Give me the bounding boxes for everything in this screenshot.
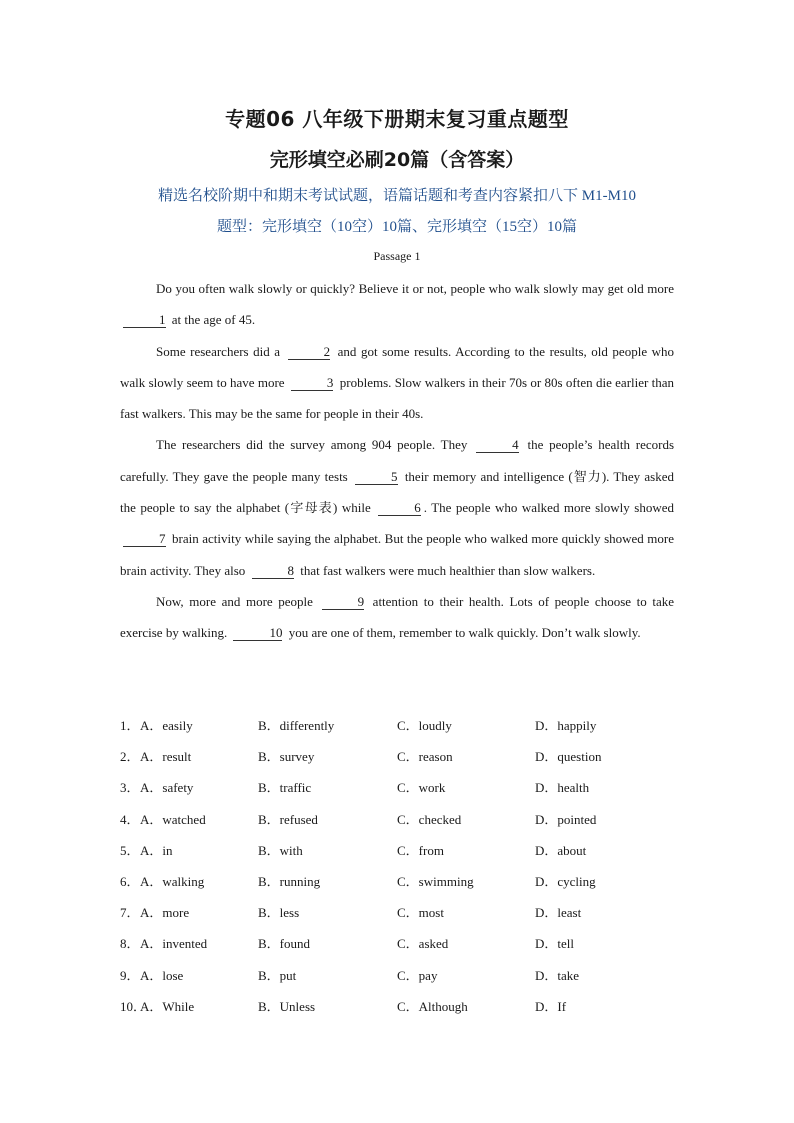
document-description: 精选名校阶期中和期末考试试题，语篇话题和考查内容紧扣八下 M1-M10 <box>158 188 636 204</box>
option-b: B．found <box>258 936 311 952</box>
paragraph-text: Do you often walk slowly or quickly? Believe it or not, people who walk slowly may get old more <box>156 281 674 296</box>
blank-6: 6 <box>378 500 421 516</box>
option-a: A．easily <box>140 718 193 733</box>
question-number: 4． <box>120 811 140 827</box>
option-d: D．health <box>535 780 590 796</box>
document-subtitle: 完形填空必刷20篇（含答案） <box>269 149 525 171</box>
question-number: 2． <box>120 749 140 765</box>
question-row <box>120 772 680 803</box>
option-b: B．less <box>258 905 300 921</box>
option-c: C．Although <box>397 998 468 1014</box>
passage-title: Passage 1 <box>373 249 421 263</box>
option-c: C．from <box>397 842 444 858</box>
paragraph-text: problems. Slow walkers in their 70s or 80s often die earlier than fast walkers. This may be the same for people in their 40s. <box>120 374 675 422</box>
blank-5: 5 <box>355 469 398 485</box>
question-row <box>120 928 680 959</box>
question-row <box>120 866 680 897</box>
option-b: B．with <box>258 842 303 858</box>
option-c: C．pay <box>397 967 438 983</box>
paragraph-text: The researchers did the survey among 904 people. They <box>156 437 468 453</box>
question-types: 题型：完形填空（10空）10篇、完形填空（15空）10篇 <box>216 219 577 235</box>
question-number: 6． <box>120 873 140 889</box>
question-row <box>120 960 680 991</box>
paragraph-text: and got some results. According to the results, old people who walk slowly seem to have more <box>120 343 675 390</box>
paragraph-1 <box>120 273 674 336</box>
option-c: C．work <box>397 780 446 796</box>
paragraph-text: their memory and intelligence (智力). They asked the people to say the alphabet (字母表) while <box>120 468 675 516</box>
option-d: D．about <box>535 842 587 858</box>
option-d: D．tell <box>535 936 574 952</box>
option-d: D．cycling <box>535 873 596 889</box>
option-c: C．checked <box>397 811 462 827</box>
blank-8: 8 <box>252 563 295 579</box>
question-number: 3． <box>120 780 140 796</box>
option-d: D．take <box>535 967 580 983</box>
question-row <box>120 991 680 1022</box>
question-number: 7． <box>120 905 140 921</box>
question-row <box>120 897 680 928</box>
option-c: C．swimming <box>397 873 474 889</box>
paragraph-text: Now, more and more people <box>156 593 313 609</box>
answer-options <box>120 710 680 1022</box>
paragraph-text: attention to their health. Lots of people choose to take exercise by walking. <box>120 593 675 641</box>
option-a: A．in <box>140 842 173 858</box>
option-a: A．While <box>140 998 195 1014</box>
blank-3: 3 <box>291 375 334 391</box>
paragraph-text: the people’s health records carefully. They gave the people many tests <box>120 437 675 484</box>
option-d: D．question <box>535 749 602 765</box>
option-c: C．reason <box>397 749 453 765</box>
option-a: A．safety <box>140 780 194 796</box>
option-a: A．invented <box>140 936 208 952</box>
question-row <box>120 835 680 866</box>
paragraph-text: Some researchers did a <box>156 343 281 359</box>
paragraph-4 <box>120 586 674 649</box>
paragraph-text: you are one of them, remember to walk quickly. Don’t walk slowly. <box>288 625 641 641</box>
blank-10: 10 <box>233 625 282 641</box>
paragraph-2 <box>120 336 674 430</box>
passage-body <box>120 273 674 649</box>
question-row <box>120 804 680 835</box>
option-b: B．traffic <box>258 780 312 796</box>
paragraph-3 <box>120 429 674 585</box>
option-b: B．Unless <box>258 998 316 1014</box>
blank-1: 1 <box>123 312 166 328</box>
question-number: 9． <box>120 967 140 983</box>
option-d: D．happily <box>535 718 597 733</box>
question-row <box>120 741 680 772</box>
option-b: B．survey <box>258 749 315 765</box>
paragraph-text: at the age of 45. <box>171 312 256 328</box>
question-number: 1． <box>120 718 140 733</box>
question-number: 8． <box>120 936 140 952</box>
option-a: A．result <box>140 749 192 765</box>
option-a: A．lose <box>140 967 184 983</box>
option-d: D．If <box>535 998 567 1014</box>
option-c: C．asked <box>397 936 449 952</box>
blank-9: 9 <box>322 594 365 610</box>
paragraph-text: that fast walkers were much healthier than slow walkers. <box>300 562 596 578</box>
document-title: 专题06 八年级下册期末复习重点题型 <box>225 107 569 131</box>
paragraph-text: brain activity while saying the alphabet. But the people who walked more quickly showed more brain activity. They also <box>120 531 674 578</box>
option-b: B．differently <box>258 718 335 733</box>
option-a: A．more <box>140 905 190 921</box>
option-b: B．running <box>258 873 321 889</box>
option-a: A．watched <box>140 811 206 827</box>
blank-7: 7 <box>123 531 166 547</box>
paragraph-text: . The people who walked more slowly showed <box>423 500 674 516</box>
option-d: D．least <box>535 905 582 921</box>
option-a: A．walking <box>140 873 205 889</box>
option-b: B．refused <box>258 811 318 827</box>
option-d: D．pointed <box>535 811 597 827</box>
option-c: C．loudly <box>397 718 452 733</box>
blank-4: 4 <box>476 437 519 453</box>
question-row <box>120 710 680 741</box>
option-b: B．put <box>258 967 297 983</box>
option-c: C．most <box>397 905 444 921</box>
blank-2: 2 <box>288 344 331 360</box>
question-number: 5． <box>120 842 140 858</box>
question-number: 10． <box>120 998 147 1014</box>
